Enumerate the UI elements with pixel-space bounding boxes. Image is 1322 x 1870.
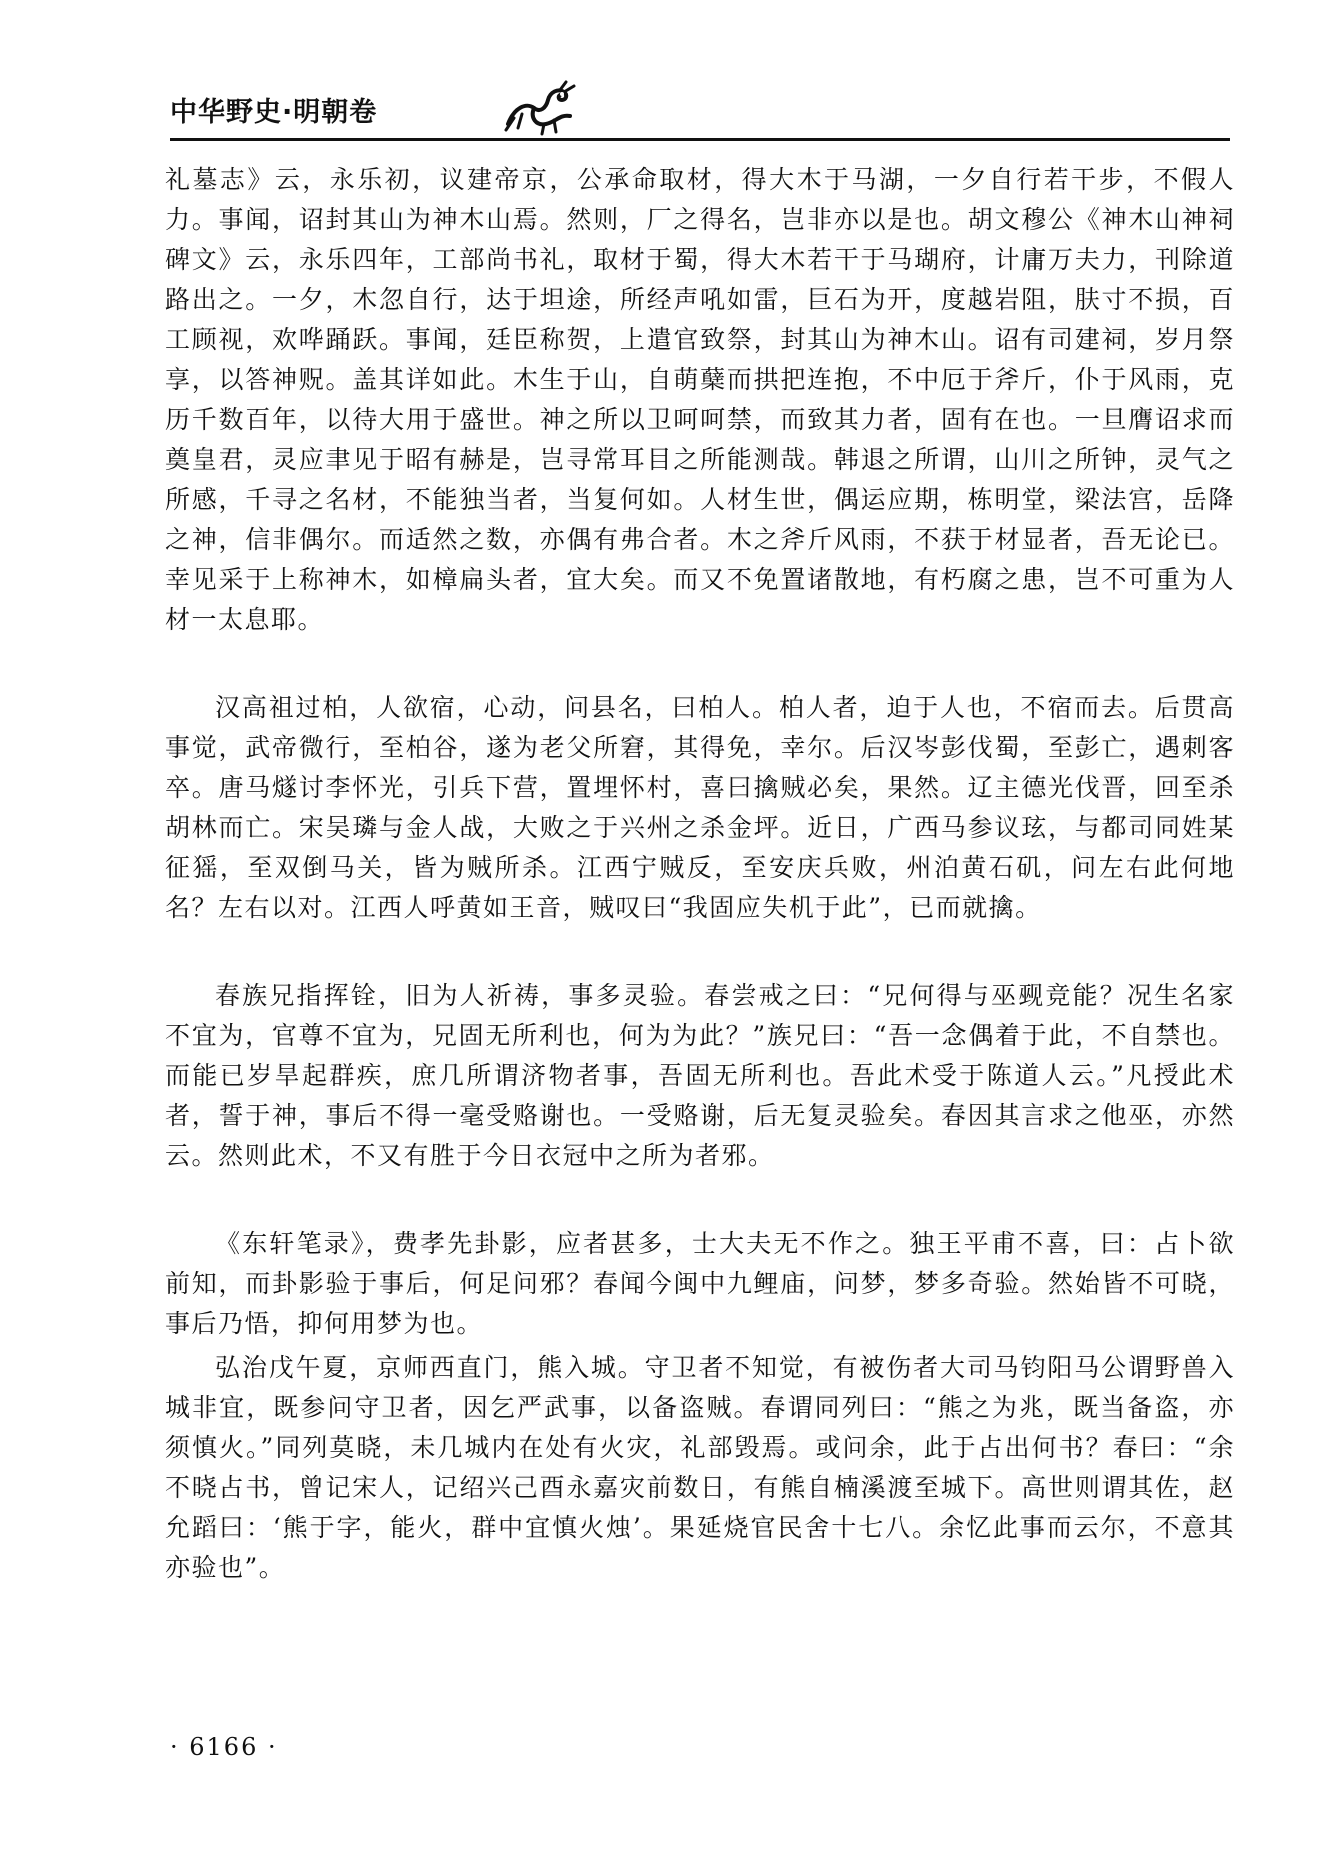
paragraph-4: 《东轩笔录》，费孝先卦影，应者甚多，士大夫无不作之。独王平甫不喜，曰：占卜欲前知，而卦影验于事后，何足问邪？春闻今闽中九鲤庙，问梦，梦多奇验。然始皆不可晓，事后乃悟，抑何用梦为也。 bbox=[165, 1229, 1235, 1338]
paragraph-3: 春族兄指挥铨，旧为人祈祷，事多灵验。春尝戒之曰：“兄何得与巫觋竞能？况生名家不宜为，官尊不宜为，兄固无所利也，何为为此？”族兄曰：“吾一念偶着于此，不自禁也。而能已岁旱起群疾，庶几所谓济物者事，吾固无所利也。吾此术受于陈道人云。”凡授此术者，誓于神，事后不得一毫受赂谢也。一受赂谢，后无复灵验矣。春因其言求之他巫，亦然云。然则此术，不又有胜于今日衣冠中之所为者邪。 bbox=[165, 981, 1235, 1170]
dragon-emblem-icon bbox=[500, 78, 580, 138]
paragraph-1: 礼墓志》云，永乐初，议建帝京，公承命取材，得大木于马湖，一夕自行若干步，不假人力。事闻，诏封其山为神木山焉。然则，厂之得名，岂非亦以是也。胡文穆公《神木山神祠碑文》云，永乐四年，工部尚书礼，取材于蜀，得大木若干于马瑚府，计庸万夫力，刊除道路出之。一夕，木忽自行，达于坦途，所经声吼如雷，巨石为开，度越岩阻，肤寸不损，百工顾视，欢哗踊跃。事闻，廷臣称贺，上遣官致祭，封其山为神木山。诏有司建祠，岁月祭享，以答神贶。盖其详如此。木生于山，自萌蘖而拱把连抱，不中厄于斧斤，仆于风雨，克历千数百年，以待大用于盛世。神之所以卫呵呵禁，而致其力者，固有在也。一旦膺诏求而奠皇君，灵应聿见于昭有赫是，岂寻常耳目之所能测哉。韩退之所谓，山川之所钟，灵气之所感，千寻之名材，不能独当者，当复何如。人材生世，偶运应期，栋明堂，梁法宫，岳降之神，信非偶尔。而适然之数，亦偶有弗合者。木之斧斤风雨，不获于材显者，吾无论已。幸见采于上称神木，如樟扁头者，宜大矣。而又不免置诸散地，有朽腐之患，岂不可重为人材一太息耶。 bbox=[165, 165, 1235, 634]
book-title: 中华野史·明朝卷 bbox=[170, 97, 378, 128]
paragraph-2: 汉高祖过柏，人欲宿，心动，问县名，曰柏人。柏人者，迫于人也，不宿而去。后贯高事觉，武帝微行，至柏谷，遂为老父所窘，其得免，幸尔。后汉岑彭伐蜀，至彭亡，遇刺客卒。唐马燧讨李怀光，引兵下营，置埋怀村，喜曰擒贼必矣，果然。辽主德光伐晋，回至杀胡林而亡。宋吴璘与金人战，大败之于兴州之杀金坪。近日，广西马参议玹，与都司同姓某征猺，至双倒马关，皆为贼所杀。江西宁贼反，至安庆兵败，州泊黄石矶，问左右此何地名？左右以对。江西人呼黄如王音，贼叹曰“我固应失机于此”，已而就擒。 bbox=[165, 693, 1235, 922]
paragraph-5: 弘治戊午夏，京师西直门，熊入城。守卫者不知觉，有被伤者大司马钧阳马公谓野兽入城非宜，既参问守卫者，因乞严武事，以备盗贼。春谓同列曰：“熊之为兆，既当备盗，亦须慎火。”同列莫晓，未几城内在处有火灾，礼部毁焉。或问余，此于占出何书？春曰：“余不晓占书，曾记宋人，记绍兴己酉永嘉灾前数日，有熊自楠溪渡至城下。高世则谓其佐，赵允蹈曰：‘熊于字，能火，群中宜慎火烛’。果延烧官民舍十七八。余忆此事而云尔，不意其亦验也”。 bbox=[165, 1353, 1235, 1582]
page-number: · 6166 · bbox=[170, 1733, 278, 1761]
running-header bbox=[170, 88, 1230, 144]
body-text bbox=[165, 160, 1235, 1588]
header-divider bbox=[170, 138, 1230, 141]
